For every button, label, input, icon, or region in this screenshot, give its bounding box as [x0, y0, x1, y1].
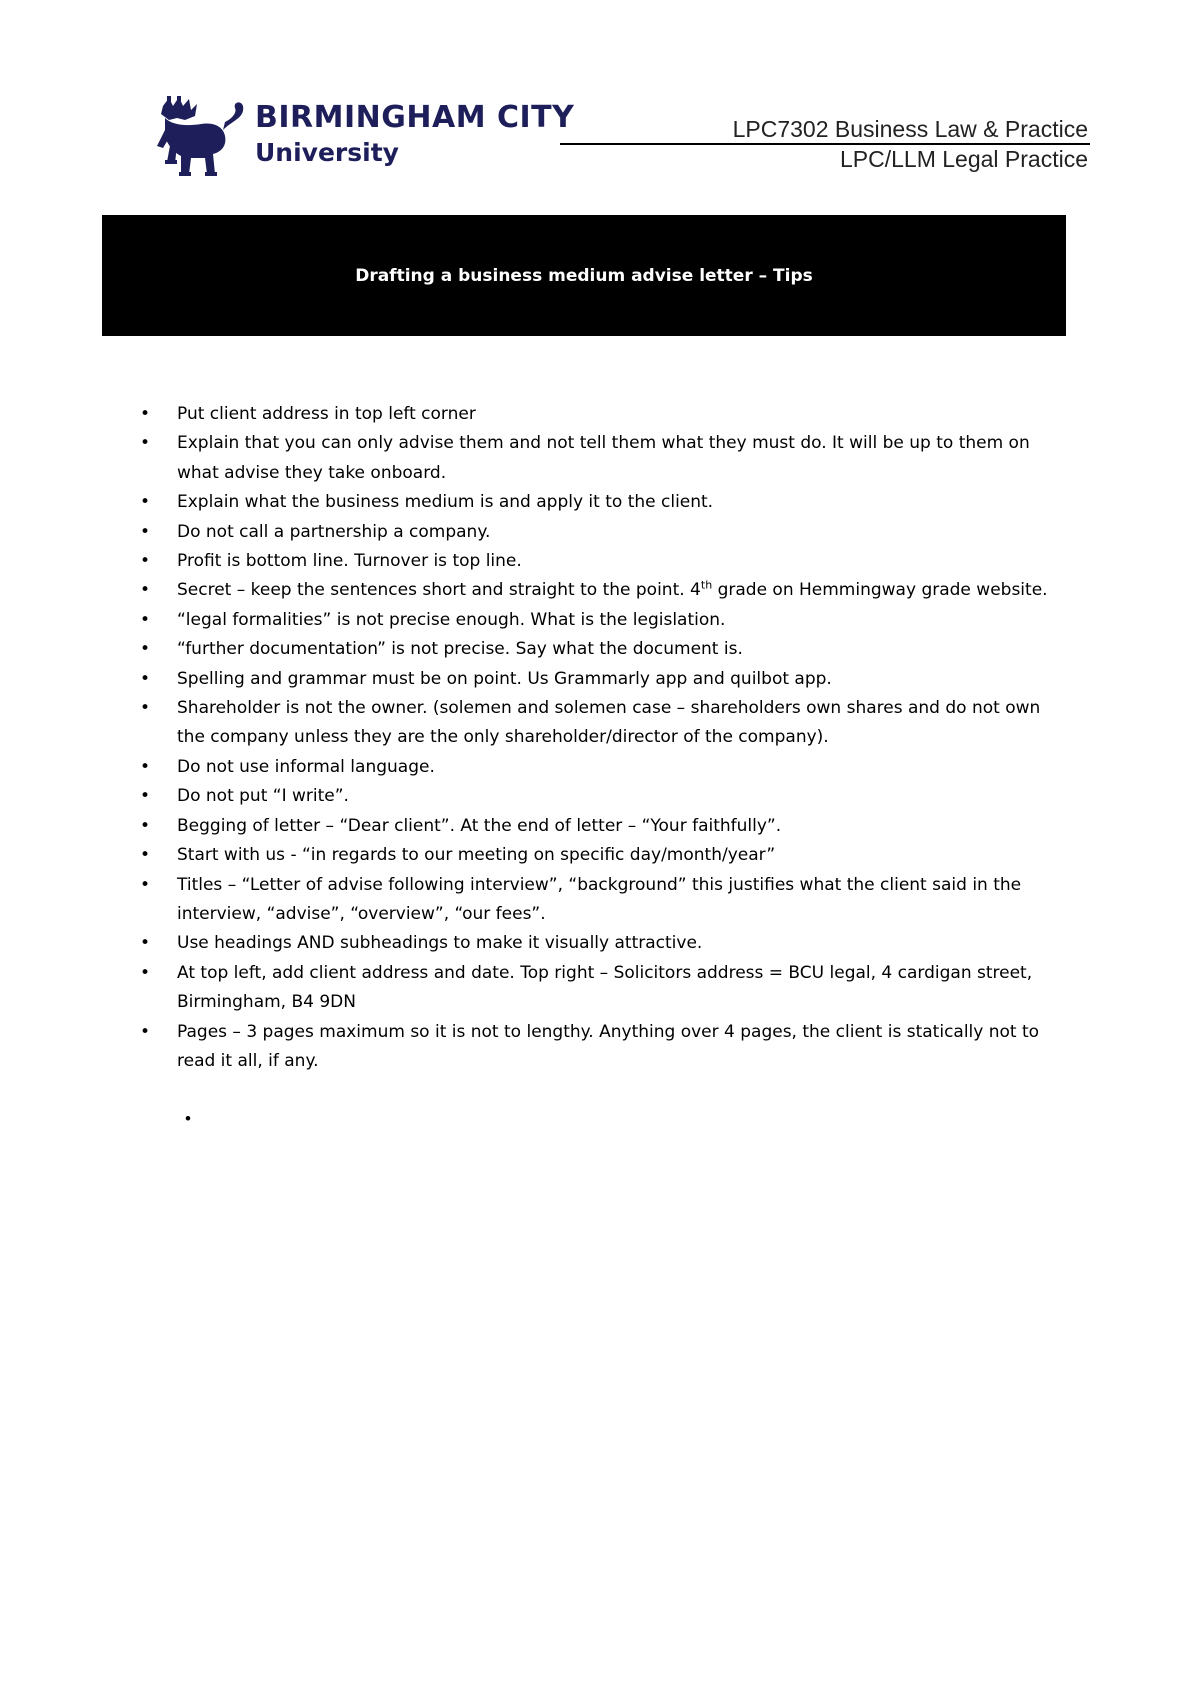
tip-text-part: Do not put “I write”. — [177, 786, 349, 807]
tip-text-part: grade on Hemmingway grade website. — [712, 580, 1048, 601]
tip-text-part: Shareholder is not the owner. (solemen and solemen case – shareholders own shares and do not own the company unless they are the only shareholder/director of the company). — [177, 698, 1041, 748]
tip-text — [177, 669, 832, 689]
tip-text — [177, 551, 522, 571]
bullet-icon: • — [140, 639, 151, 660]
tip-text-part: Start with us - “in regards to our meeting on specific day/month/year” — [177, 845, 776, 866]
bullet-icon: • — [140, 609, 151, 630]
tip-item — [136, 1018, 1066, 1077]
bullet-icon: • — [140, 756, 151, 777]
tip-item — [136, 400, 1066, 429]
bullet-icon: • — [185, 1109, 191, 1128]
tip-text-part: “legal formalities” is not precise enough. What is the legislation. — [177, 609, 726, 630]
tip-item — [136, 959, 1066, 1018]
university-logo — [155, 96, 575, 178]
bullet-icon: • — [140, 786, 151, 807]
tip-item — [136, 812, 1066, 841]
tip-text-part: At top left, add client address and date. Top right – Solicitors address = BCU legal, 4 cardigan street, Birmingham, B4 9DN — [177, 962, 1033, 1013]
bullet-icon: • — [140, 874, 151, 895]
bullet-icon: • — [140, 1021, 151, 1042]
tip-text-part: Do not call a partnership a company. — [177, 521, 491, 542]
tip-text — [177, 639, 743, 659]
tip-item — [136, 606, 1066, 635]
tip-text-part: Spelling and grammar must be on point. Us Grammarly app and quilbot app. — [177, 668, 832, 689]
tip-text — [177, 786, 349, 806]
course-code: LPC7302 Business Law & Practice — [732, 116, 1088, 142]
tip-text-part: Explain what the business medium is and apply it to the client. — [177, 492, 714, 513]
tip-item — [136, 576, 1066, 605]
tip-text — [177, 492, 713, 512]
bullet-icon: • — [140, 815, 151, 836]
tips-list — [136, 400, 1066, 1076]
tip-text-part: Pages – 3 pages maximum so it is not to lengthy. Anything over 4 pages, the client is statically not to read it all, if any. — [177, 1021, 1040, 1071]
bullet-icon: • — [140, 845, 151, 866]
tip-item — [136, 694, 1066, 753]
tip-item — [136, 488, 1066, 517]
bullet-icon: • — [140, 668, 151, 689]
tip-text — [177, 1022, 1039, 1071]
tip-text — [177, 580, 1048, 600]
tip-text — [177, 610, 725, 630]
bullet-icon: • — [140, 492, 151, 513]
tip-text-part: Secret – keep the sentences short and straight to the point. 4 — [177, 580, 701, 601]
logo-wordmark-line2: University — [255, 138, 399, 167]
tip-item — [136, 518, 1066, 547]
bullet-icon: • — [140, 521, 151, 542]
tip-text — [177, 963, 1032, 1012]
tip-text-part: Profit is bottom line. Turnover is top line. — [177, 551, 522, 572]
bullet-icon: • — [140, 580, 151, 601]
empty-list-item — [185, 1104, 199, 1133]
title-banner — [102, 215, 1066, 336]
bullet-icon: • — [140, 404, 151, 424]
tip-text — [177, 875, 1021, 924]
tip-text — [177, 757, 435, 777]
tip-text — [177, 522, 490, 542]
bullet-icon: • — [140, 551, 151, 572]
tip-text — [177, 433, 1030, 482]
tip-text — [177, 933, 702, 953]
bullet-icon: • — [140, 698, 151, 719]
page-title: Drafting a business medium advise letter – Tips — [355, 265, 813, 286]
tip-text — [177, 845, 775, 865]
tip-item — [136, 665, 1066, 694]
tip-text-part: Put client address in top left corner — [177, 404, 476, 424]
tip-item — [136, 547, 1066, 576]
tip-item — [136, 782, 1066, 811]
tip-text — [177, 816, 781, 836]
tip-text-part: Titles – “Letter of advise following interview”, “background” this justifies what the client said in the interview, “advise”, “overview”, “our fees”. — [177, 874, 1022, 924]
tip-item — [136, 871, 1066, 930]
tip-item — [136, 753, 1066, 782]
tip-text-part: Explain that you can only advise them and not tell them what they must do. It will be up to them on what advise they take onboard. — [177, 433, 1030, 483]
tip-text-part: Do not use informal language. — [177, 756, 435, 777]
tip-item — [136, 429, 1066, 488]
logo-wordmark-line1: BIRMINGHAM CITY — [255, 100, 575, 135]
tip-superscript: th — [700, 578, 713, 592]
bullet-icon: • — [140, 933, 151, 954]
bullet-icon: • — [140, 962, 151, 983]
tip-text — [177, 698, 1040, 747]
tip-item — [136, 841, 1066, 870]
tip-item — [136, 929, 1066, 958]
tip-text-part: Use headings AND subheadings to make it visually attractive. — [177, 933, 703, 954]
tip-text-part: “further documentation” is not precise. Say what the document is. — [177, 639, 743, 660]
tip-item — [136, 635, 1066, 664]
bullet-icon: • — [140, 433, 151, 454]
header-divider — [560, 143, 1090, 145]
lion-crest-icon — [155, 96, 247, 178]
tip-text — [177, 404, 476, 424]
tip-text-part: Begging of letter – “Dear client”. At the end of letter – “Your faithfully”. — [177, 815, 782, 836]
programme-name: LPC/LLM Legal Practice — [839, 146, 1088, 172]
